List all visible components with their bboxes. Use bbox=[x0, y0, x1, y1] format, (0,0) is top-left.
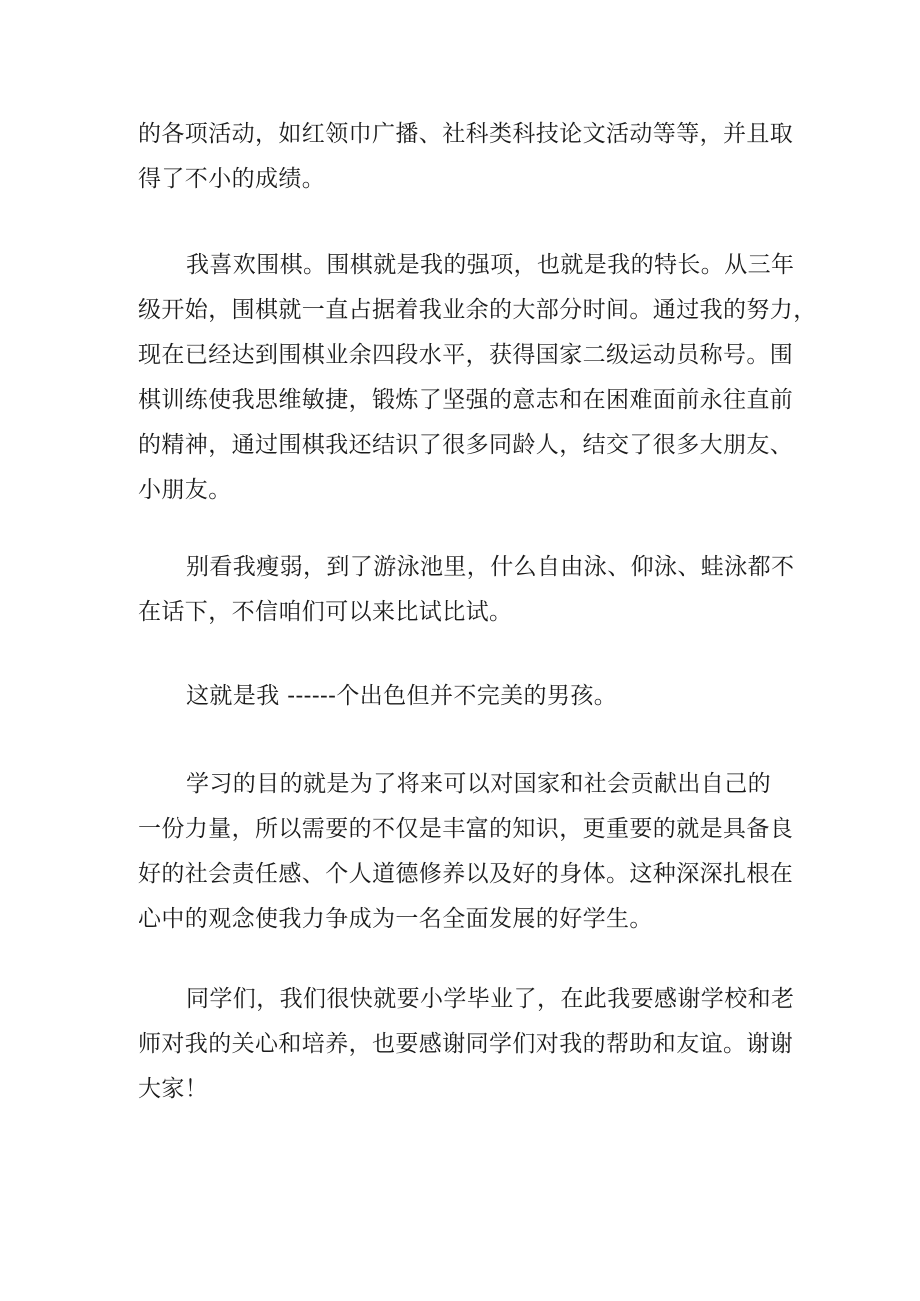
text-line: 小朋友。 bbox=[138, 477, 232, 503]
text-line: 级开始，围棋就一直占据着我业余的大部分时间。通过我的努力， bbox=[138, 297, 817, 323]
text-line: 大家！ bbox=[138, 1076, 209, 1102]
text-line: 现在已经达到围棋业余四段水平，获得国家二级运动员称号。围 bbox=[138, 342, 794, 368]
paragraph-thanks bbox=[138, 977, 794, 1112]
paragraph-swimming bbox=[138, 545, 794, 635]
text-line: 我喜欢围棋。围棋就是我的强项，也就是我的特长。从三年 bbox=[186, 252, 795, 278]
text-line: 在话下，不信咱们可以来比试比试。 bbox=[138, 599, 513, 625]
text-line: 棋训练使我思维敏捷，锻炼了坚强的意志和在困难面前永往直前 bbox=[138, 387, 794, 413]
text-line: 心中的观念使我力争成为一名全面发展的好学生。 bbox=[138, 906, 653, 932]
text-line: 学习的目的就是为了将来可以对国家和社会贡献出自己的 bbox=[186, 771, 771, 797]
text-line: 一份力量，所以需要的不仅是丰富的知识，更重要的就是具备良 bbox=[138, 816, 794, 842]
text-line: 别看我瘦弱，到了游泳池里，什么自由泳、仰泳、蛙泳都不 bbox=[186, 554, 795, 580]
text-line: 的精神，通过围棋我还结识了很多同龄人，结交了很多大朋友、 bbox=[138, 432, 794, 458]
text-line: 得了不小的成绩。 bbox=[138, 166, 326, 192]
text-line: 师对我的关心和培养，也要感谢同学们对我的帮助和友谊。谢谢 bbox=[138, 1031, 794, 1057]
paragraph-activities bbox=[138, 112, 793, 202]
paragraph-study-purpose bbox=[138, 762, 793, 942]
text-line: 同学们，我们很快就要小学毕业了，在此我要感谢学校和老 bbox=[186, 986, 795, 1012]
paragraph-go-chess bbox=[138, 243, 817, 513]
text-line: 这就是我 ------个出色但并不完美的男孩。 bbox=[186, 683, 618, 709]
text-line: 的各项活动，如红领巾广播、社科类科技论文活动等等，并且取 bbox=[138, 121, 794, 147]
text-line: 好的社会责任感、个人道德修养以及好的身体。这种深深扎根在 bbox=[138, 861, 794, 887]
paragraph-this-is-me bbox=[138, 674, 617, 719]
